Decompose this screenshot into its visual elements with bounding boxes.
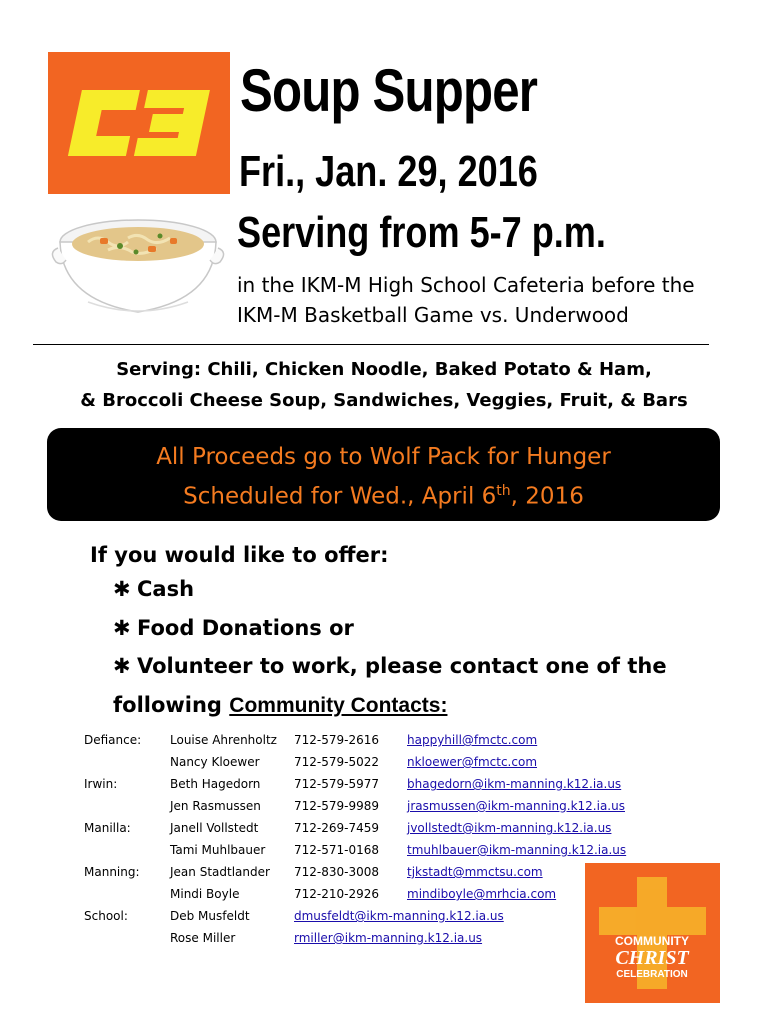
offer-item [113, 570, 667, 609]
location-line-2: IKM-M Basketball Game vs. Underwood [237, 303, 629, 327]
contact-row [84, 905, 626, 927]
c3-logo [48, 52, 230, 194]
cross-logo-mark [585, 863, 720, 1003]
c3-logo-mark [48, 52, 230, 194]
offer-list [113, 570, 667, 725]
contact-town: Irwin: [84, 777, 118, 791]
contact-email [294, 927, 626, 949]
offer-item [113, 647, 667, 686]
divider-line [33, 344, 709, 345]
contact-row [84, 883, 626, 905]
offer-item-label: Volunteer to work, please contact one of the [137, 654, 667, 678]
contact-name: Rose Miller [170, 931, 236, 945]
contact-name: Mindi Boyle [170, 887, 240, 901]
contact-row [84, 817, 626, 839]
event-date: Fri., Jan. 29, 2016 [239, 147, 538, 196]
contact-town [84, 795, 170, 817]
contact-phone: 712-579-5977 [294, 777, 380, 791]
cc-logo-line-1: COMMUNITY [615, 934, 689, 948]
contact-phone: 712-571-0168 [294, 843, 380, 857]
contact-row [84, 729, 626, 751]
asterisk-icon: ✱ [113, 615, 131, 640]
contact-email [407, 817, 626, 839]
contact-email [407, 839, 626, 861]
contact-email [294, 905, 626, 927]
contact-email-link[interactable]: tjkstadt@mmctsu.com [407, 865, 543, 879]
contact-email [407, 729, 626, 751]
banner-date-suffix: th [496, 483, 511, 499]
offer-item [113, 609, 667, 648]
contact-email-link[interactable]: dmusfeldt@ikm-manning.k12.ia.us [294, 909, 504, 923]
contact-row [84, 751, 626, 773]
offer-item-label: Cash [137, 577, 195, 601]
event-location [237, 270, 695, 330]
contacts-body [84, 729, 626, 949]
contact-town: Manilla: [84, 821, 131, 835]
contact-town [84, 883, 170, 905]
asterisk-icon: ✱ [113, 577, 131, 601]
community-contacts-label: Community Contacts: [229, 693, 448, 717]
menu-text [0, 354, 768, 416]
contact-email-link[interactable]: tmuhlbauer@ikm-manning.k12.ia.us [407, 843, 627, 857]
asterisk-icon: ✱ [113, 654, 131, 678]
contact-email [407, 795, 626, 817]
contacts-table [84, 729, 626, 949]
contact-email-link[interactable]: nkloewer@fmctc.com [407, 755, 538, 769]
contact-phone: 712-269-7459 [294, 821, 380, 835]
following-text: following [113, 692, 230, 717]
proceeds-banner [47, 428, 720, 521]
contact-town: Defiance: [84, 733, 142, 747]
contact-email [407, 773, 626, 795]
following-line [113, 686, 667, 726]
community-christ-celebration-logo [585, 863, 720, 1003]
contact-row [84, 927, 626, 949]
contact-name: Deb Musfeldt [170, 909, 250, 923]
contact-email-link[interactable]: rmiller@ikm-manning.k12.ia.us [294, 931, 483, 945]
contact-email-link[interactable]: mindiboyle@mrhcia.com [407, 887, 557, 901]
contact-phone: 712-579-5022 [294, 755, 380, 769]
contact-email-link[interactable]: happyhill@fmctc.com [407, 733, 538, 747]
contact-row [84, 861, 626, 883]
contact-town [84, 751, 170, 773]
contact-row [84, 795, 626, 817]
soup-bowl-image [48, 208, 228, 318]
menu-line-1: Serving: Chili, Chicken Noodle, Baked Potato & Ham, [116, 359, 652, 380]
contact-phone: 712-579-2616 [294, 733, 380, 747]
contact-name: Tami Muhlbauer [170, 843, 266, 857]
contact-town [84, 927, 170, 949]
banner-line-2 [47, 474, 720, 514]
cc-logo-line-2: CHRIST [615, 947, 689, 969]
contact-name: Jen Rasmussen [170, 799, 261, 813]
contact-phone: 712-579-9989 [294, 799, 380, 813]
contact-phone: 712-210-2926 [294, 887, 380, 901]
event-title: Soup Supper [240, 57, 538, 124]
contact-name: Louise Ahrenholtz [170, 733, 277, 747]
contact-row [84, 773, 626, 795]
contact-email-link[interactable]: jrasmussen@ikm-manning.k12.ia.us [407, 799, 625, 813]
contact-email [407, 751, 626, 773]
event-time: Serving from 5-7 p.m. [237, 208, 606, 257]
contact-name: Nancy Kloewer [170, 755, 260, 769]
contact-town: Manning: [84, 865, 140, 879]
cc-logo-line-3: CELEBRATION [616, 969, 688, 980]
menu-line-2: & Broccoli Cheese Soup, Sandwiches, Veggies, Fruit, & Bars [80, 390, 688, 411]
contact-town [84, 839, 170, 861]
contact-email-link[interactable]: bhagedorn@ikm-manning.k12.ia.us [407, 777, 622, 791]
contact-name: Beth Hagedorn [170, 777, 261, 791]
banner-date-year: , 2016 [510, 483, 584, 510]
location-line-1: in the IKM-M High School Cafeteria before the [237, 273, 695, 297]
contact-email-link[interactable]: jvollstedt@ikm-manning.k12.ia.us [407, 821, 612, 835]
contact-name: Janell Vollstedt [170, 821, 259, 835]
offer-item-label: Food Donations or [137, 615, 354, 640]
offer-heading: If you would like to offer: [90, 543, 389, 567]
contact-name: Jean Stadtlander [170, 865, 270, 879]
contact-town: School: [84, 909, 128, 923]
contact-row [84, 839, 626, 861]
banner-line-1: All Proceeds go to Wolf Pack for Hunger [156, 444, 611, 470]
banner-date-prefix: Scheduled for Wed., April 6 [183, 483, 497, 510]
contact-phone: 712-830-3008 [294, 865, 380, 879]
